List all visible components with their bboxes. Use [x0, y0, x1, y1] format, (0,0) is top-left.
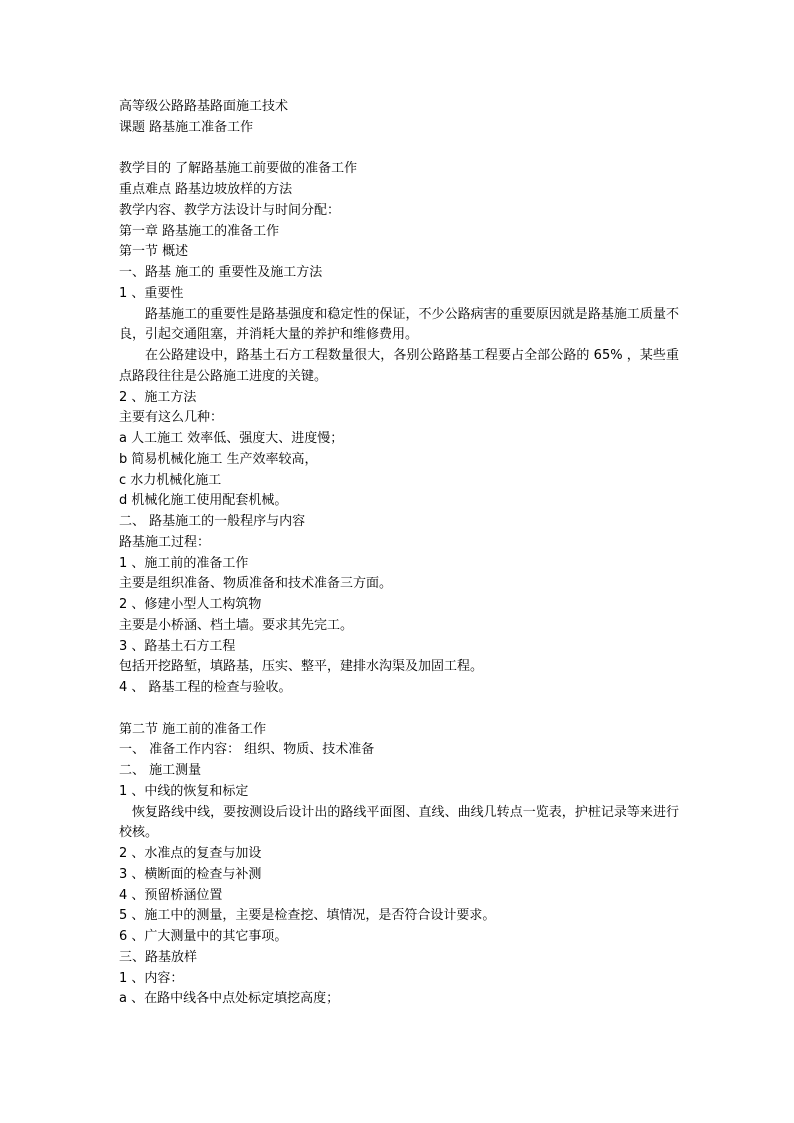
part-heading: 三、路基放样	[119, 949, 198, 965]
process-intro: 路基施工过程：	[119, 534, 211, 550]
document-title: 高等级公路路基路面施工技术	[119, 99, 289, 114]
list-item: 1 、中线的恢复和标定	[119, 783, 249, 799]
list-item: 1 、施工前的准备工作	[119, 555, 249, 571]
lesson-title: 课题 路基施工准备工作	[119, 119, 254, 135]
teaching-objective: 教学目的 了解路基施工前要做的准备工作	[119, 161, 358, 177]
paragraph: 路基施工的重要性是路基强度和稳定性的保证，不少公路病害的重要原因就是路基施工质量不良，引起交通阻塞，并消耗大量的养护和维修费用。	[119, 306, 679, 343]
document-body	[119, 97, 679, 1010]
list-item: a 、在路中线各中点处标定填挖高度；	[119, 991, 340, 1007]
list-item: 2 、修建小型人工构筑物	[119, 597, 262, 612]
list-item: 2 、水准点的复查与加设	[119, 846, 262, 861]
list-item: a 人工施工 效率低、强度大、进度慢；	[119, 431, 344, 446]
list-item: 1 、重要性	[119, 285, 184, 301]
content-design: 教学内容、教学方法设计与时间分配：	[119, 202, 341, 218]
section-title: 第一节 概述	[119, 244, 189, 260]
list-item-desc: 主要是小桥涵、档土墙。要求其先完工。	[119, 617, 354, 633]
list-item: 5 、施工中的测量，主要是检查挖、填情况，是否符合设计要求。	[119, 908, 496, 924]
list-item: 2 、施工方法	[119, 389, 197, 405]
list-item: d 机械化施工使用配套机械。	[119, 493, 288, 509]
blank-line	[119, 139, 679, 160]
part-heading: 一、 准备工作内容： 组织、物质、技术准备	[119, 742, 375, 758]
list-item: c 水力机械化施工	[119, 472, 222, 488]
list-item: 4 、 路基工程的检查与验收。	[119, 680, 292, 695]
blank-line	[119, 699, 679, 720]
list-item: 4 、预留桥涵位置	[119, 887, 223, 903]
section-title: 第二节 施工前的准备工作	[119, 721, 267, 737]
paragraph: 恢复路线中线，要按测设后设计出的路线平面图、直线、曲线几转点一览表，护桩记录等来进行校核。	[119, 804, 679, 841]
list-item: 3 、横断面的检查与补测	[119, 866, 262, 882]
part-heading: 一、路基 施工的 重要性及施工方法	[119, 265, 323, 280]
list-item: b 简易机械化施工 生产效率较高，	[119, 451, 318, 467]
list-item-desc: 主要是组织准备、物质准备和技术准备三方面。	[119, 576, 393, 592]
part-heading: 二、 路基施工的一般程序与内容	[119, 514, 306, 529]
part-heading: 二、 施工测量	[119, 763, 202, 778]
chapter-title: 第一章 路基施工的准备工作	[119, 223, 280, 239]
list-item: 3 、路基土石方工程	[119, 638, 236, 654]
paragraph: 在公路建设中，路基土石方工程数量很大，各别公路路基工程要占全部公路的 65% ，某些重点路段往往是公路施工进度的关键。	[119, 348, 679, 384]
list-item: 1 、内容：	[119, 970, 184, 986]
list-item-desc: 包括开挖路堑，填路基，压实、整平，建排水沟渠及加固工程。	[119, 659, 484, 675]
list-item: 6 、广大测量中的其它事项。	[119, 929, 288, 944]
key-points: 重点难点 路基边坡放样的方法	[119, 182, 293, 197]
methods-intro: 主要有这么几种：	[119, 410, 224, 426]
